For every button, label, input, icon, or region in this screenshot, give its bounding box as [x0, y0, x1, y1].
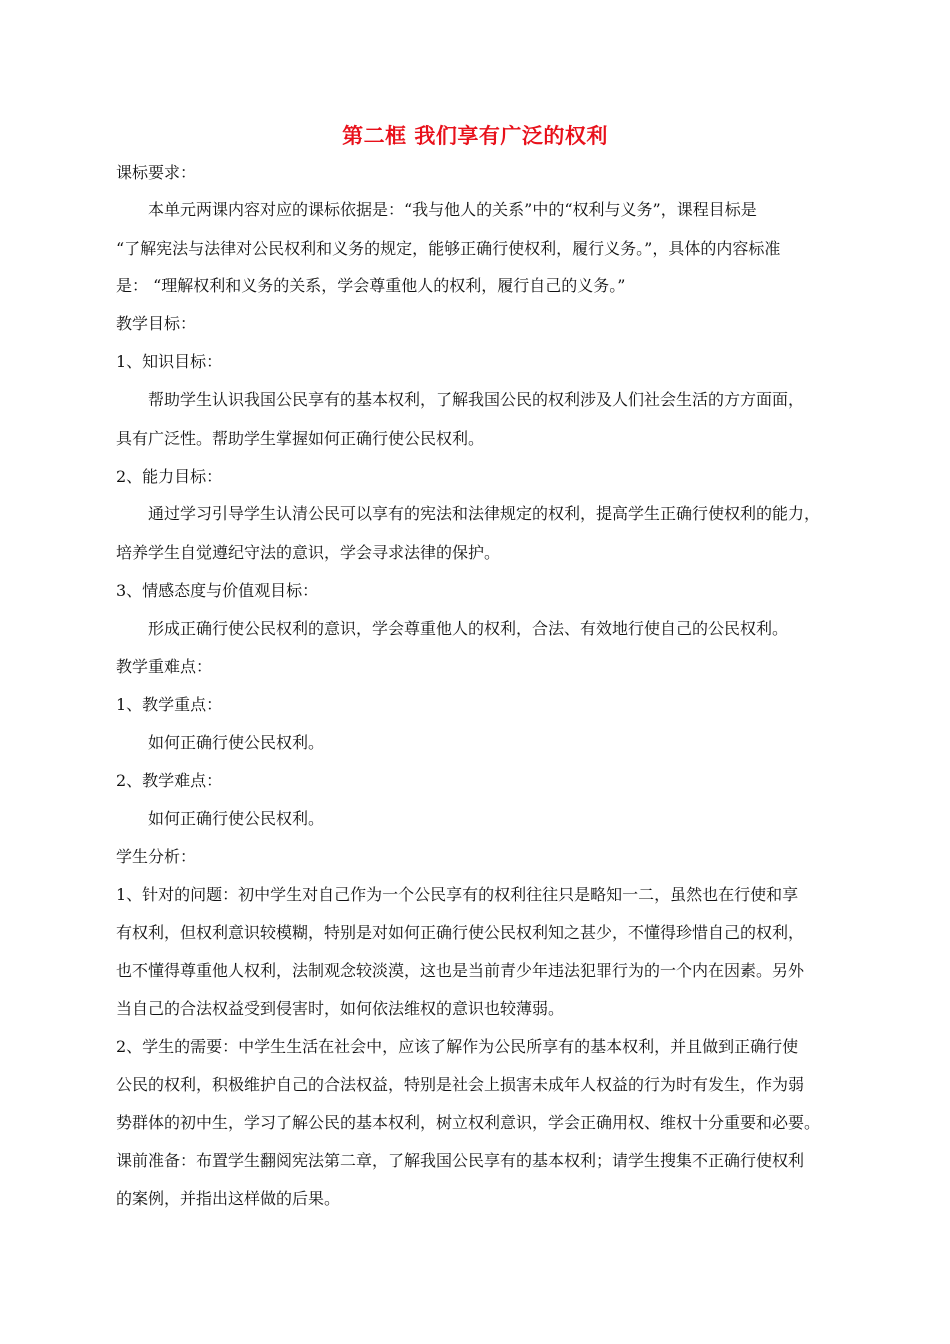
subsection-heading: 3、情感态度与价值观目标： — [116, 581, 319, 600]
paragraph-line: 1、针对的问题：初中学生对自己作为一个公民享有的权利往往只是略知一二，虽然也在行使和享 — [116, 885, 799, 904]
section-heading: 教学重难点： — [116, 657, 213, 676]
paragraph-line: 如何正确行使公民权利。 — [148, 809, 325, 828]
paragraph-line: 有权利，但权利意识较模糊，特别是对如何正确行使公民权利知之甚少，不懂得珍惜自己的权利， — [116, 923, 805, 942]
paragraph-line: 通过学习引导学生认清公民可以享有的宪法和法律规定的权利，提高学生正确行使权利的能力， — [148, 504, 821, 523]
paragraph-line: “了解宪法与法律对公民权利和义务的规定，能够正确行使权利，履行义务。”，具体的内容标准 — [116, 239, 781, 258]
subsection-heading: 2、教学难点： — [116, 771, 223, 790]
subsection-heading: 2、能力目标： — [116, 467, 223, 486]
paragraph-line: 势群体的初中生，学习了解公民的基本权利，树立权利意识，学会正确用权、维权十分重要和必要。 — [116, 1113, 821, 1132]
paragraph-line: 课前准备：布置学生翻阅宪法第二章，了解我国公民享有的基本权利；请学生搜集不正确行使权利 — [116, 1151, 805, 1170]
paragraph-line: 本单元两课内容对应的课标依据是：“我与他人的关系”中的“权利与义务”，课程目标是 — [148, 200, 757, 219]
subsection-heading: 1、教学重点： — [116, 695, 223, 714]
paragraph-line: 培养学生自觉遵纪守法的意识，学会寻求法律的保护。 — [116, 543, 501, 562]
subsection-heading: 1、知识目标： — [116, 352, 223, 371]
section-heading: 学生分析： — [116, 847, 197, 866]
paragraph-line: 如何正确行使公民权利。 — [148, 733, 325, 752]
paragraph-line: 的案例，并指出这样做的后果。 — [116, 1189, 341, 1208]
paragraph-line: 具有广泛性。帮助学生掌握如何正确行使公民权利。 — [116, 429, 485, 448]
paragraph-line: 公民的权利，积极维护自己的合法权益，特别是社会上损害未成年人权益的行为时有发生，作为弱 — [116, 1075, 805, 1094]
paragraph-line: 是： “理解权利和义务的关系，学会尊重他人的权利，履行自己的义务。” — [116, 276, 626, 295]
document-title: 第二框 我们享有广泛的权利 — [342, 124, 608, 148]
paragraph-line: 也不懂得尊重他人权利，法制观念较淡漠，这也是当前青少年违法犯罪行为的一个内在因素。另外 — [116, 961, 805, 980]
paragraph-line: 当自己的合法权益受到侵害时，如何依法维权的意识也较薄弱。 — [116, 999, 565, 1018]
paragraph-line: 2、学生的需要：中学生生活在社会中，应该了解作为公民所享有的基本权利，并且做到正确行使 — [116, 1037, 799, 1056]
section-heading: 教学目标： — [116, 314, 197, 333]
section-heading: 课标要求： — [116, 163, 197, 182]
paragraph-line: 帮助学生认识我国公民享有的基本权利，了解我国公民的权利涉及人们社会生活的方方面面， — [148, 390, 805, 409]
paragraph-line: 形成正确行使公民权利的意识，学会尊重他人的权利，合法、有效地行使自己的公民权利。 — [148, 619, 789, 638]
